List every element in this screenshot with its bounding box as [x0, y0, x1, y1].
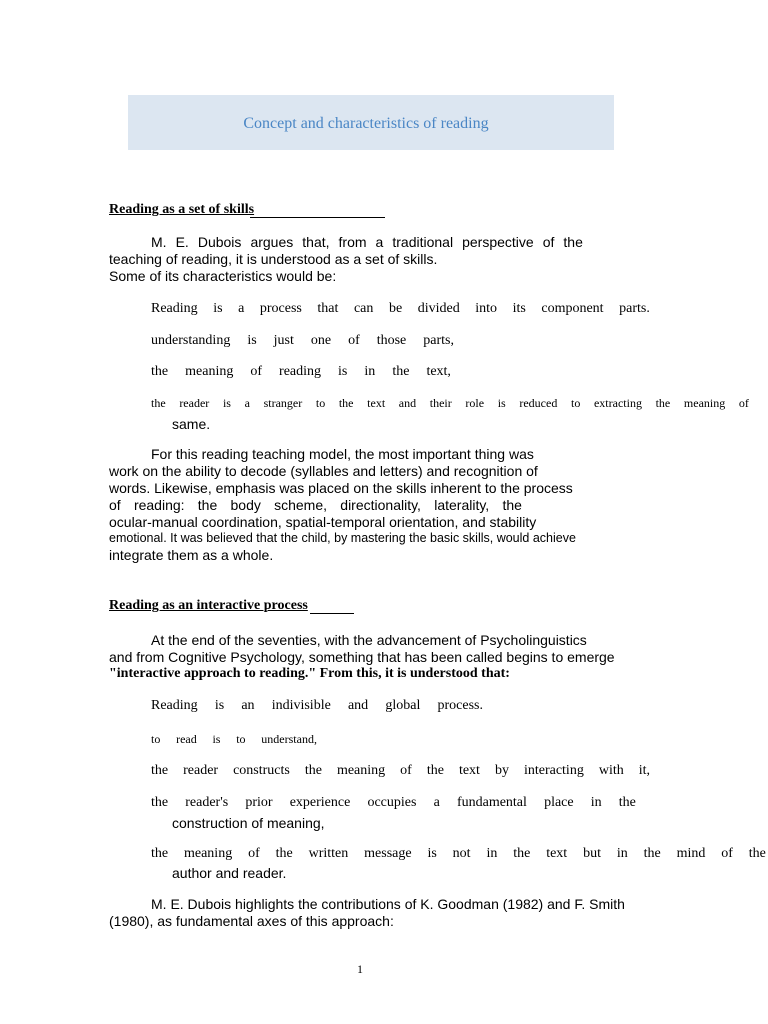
s2-bullet2: to read is to understand, — [151, 732, 317, 746]
s2-bullet1: Reading is an indivisible and global process. — [151, 698, 483, 713]
s1-intro-line1: M. E. Dubois argues that, from a traditional perspective of the — [151, 234, 583, 250]
s1-bullet4: the reader is a stranger to the text and their role is reduced to extracting the meaning of — [151, 396, 749, 410]
s2-bullet3: the reader constructs the meaning of the text by interacting with it, — [151, 763, 650, 778]
s2-intro-line1: At the end of the seventies, with the advancement of Psycholinguistics — [151, 632, 587, 648]
title-box — [128, 95, 614, 150]
s1-para-line7: integrate them as a whole. — [109, 547, 274, 563]
s1-para-line3: words. Likewise, emphasis was placed on the skills inherent to the process — [109, 480, 573, 496]
heading-underline-interactive — [310, 613, 354, 614]
s1-intro-line3: Some of its characteristics would be: — [109, 268, 337, 284]
s2-bullet5: the meaning of the written message is not in the text but in the mind of the — [151, 846, 766, 861]
s1-bullet4-cont: same. — [172, 416, 211, 432]
s2-bullet4-cont: construction of meaning, — [172, 815, 325, 831]
section-heading-skills: Reading as a set of skills — [109, 202, 255, 217]
s1-para-line2: work on the ability to decode (syllables and letters) and recognition of — [109, 463, 538, 479]
s1-bullet3: the meaning of reading is in the text, — [151, 364, 451, 379]
page-number: 1 — [357, 962, 363, 976]
s2-intro-line2: and from Cognitive Psychology, something that has been called begins to emerge — [109, 649, 615, 665]
s2-bullet5-cont: author and reader. — [172, 865, 287, 881]
s2-intro-line3: "interactive approach to reading." From this, it is understood that: — [109, 666, 510, 681]
heading-underline-skills — [250, 217, 385, 218]
s1-para-line1: For this reading teaching model, the most important thing was — [151, 446, 534, 462]
document-title: Concept and characteristics of reading — [243, 115, 489, 132]
section-heading-interactive: Reading as an interactive process — [109, 598, 308, 613]
s1-bullet2: understanding is just one of those parts, — [151, 333, 454, 348]
s2-para-line2: (1980), as fundamental axes of this approach: — [109, 913, 394, 929]
s2-para-line1: M. E. Dubois highlights the contributions of K. Goodman (1982) and F. Smith — [151, 896, 625, 912]
s2-bullet4: the reader's prior experience occupies a fundamental place in the — [151, 795, 636, 810]
s1-bullet1: Reading is a process that can be divided into its component parts. — [151, 301, 650, 316]
s1-para-line6: emotional. It was believed that the child, by mastering the basic skills, would achieve — [109, 531, 576, 545]
s1-para-line5: ocular-manual coordination, spatial-temporal orientation, and stability — [109, 514, 537, 530]
s1-para-line4: of reading: the body scheme, directionality, laterality, the — [109, 497, 522, 513]
s1-intro-line2: teaching of reading, it is understood as a set of skills. — [109, 251, 438, 267]
